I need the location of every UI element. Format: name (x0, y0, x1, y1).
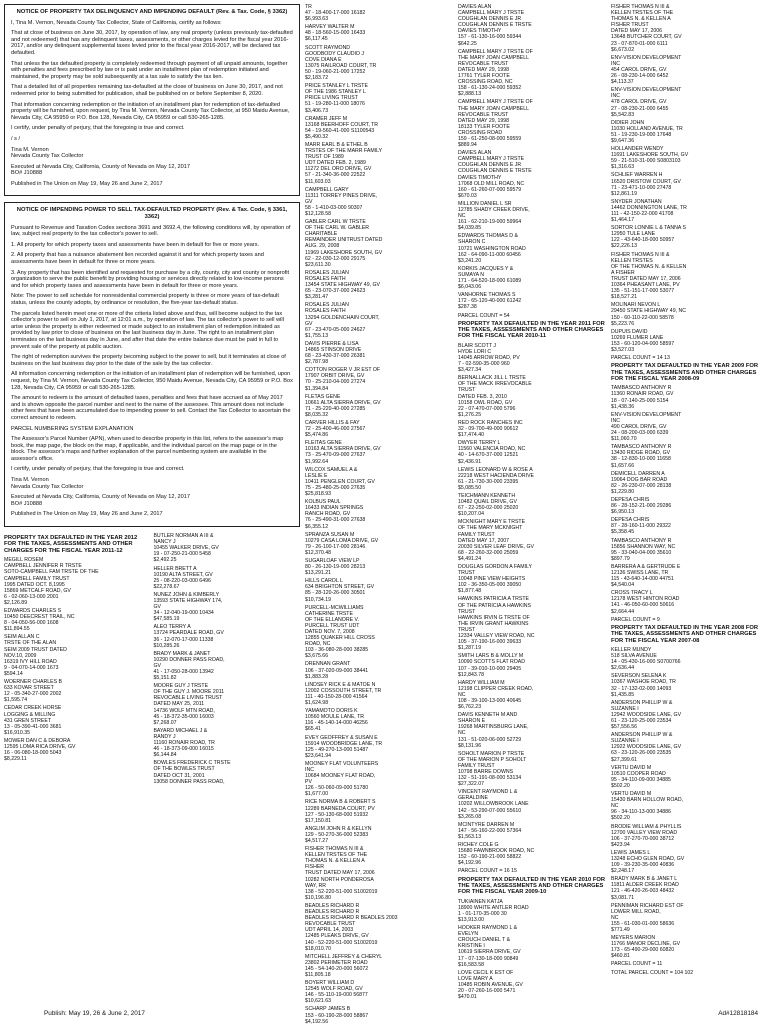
list-item: EDWARDS CHARLES S 10450 DEECREST TRAIL, NC 8 - 04-050-56-000 1608 $11,894.55 (4, 608, 75, 633)
list-item: GABLER CARL W TRSTE OF THE CARL W. GABLER CHARITABLE REMAINDER UNITRUST DATED AUG. 29, 2008 11969 LAKESHORE SOUTH, GV 62 - 22-030-12-000 29175 $23,611.30 (305, 219, 383, 268)
list-item: TUKIAINEN KATJA 18900 WHITE ANTLER ROAD 1 - 01-170-35-000 30 $13,913.00 (458, 898, 529, 923)
notice-paragraph: Published in The Union on May 19, May 26 and June 2, 2017 (11, 180, 163, 187)
notice-paragraph: The Assessor's Parcel Number (APN), when used to describe property in this list, refers to the assessor's map book, the map page, the block on the map, if applicable, and the individual parcel on the map page or in the block. The assessor's maps and further explanation of the parcel numbering system are available in the assessor's office. (11, 436, 284, 462)
list-item: BLAIR SCOTT J HYDE LORI C 14045 ARROW ROAD, PV 7 - 02-590-35-000 960 $3,427.34 (458, 342, 520, 374)
notice-paragraph: Pursuant to Revenue and Taxation Codes sections 3691 and 3692.4, the following conditions will, by operation of law, subject real property to the tax collector's power to sell. (11, 224, 291, 238)
list-item: TR 47 - 18-400-17-000 16182 $6,993.63 (305, 4, 366, 23)
list-item: MCINTYRE DARREN M 147 - 56-160-22-000 57364 $1,563.13 (458, 821, 522, 840)
section-header: PROPERTY TAX DEFAULTED IN THE YEAR 2010 FOR THE TAXES, ASSESSMENTS AND OTHER CHARGES FOR THE FISCAL YEAR 2009-10 (458, 876, 606, 896)
notice-paragraph: All information concerning redemption or the initiation of an installment plan of redemption will be furnished, upon request, by Tina M. Vernon, Nevada County Tax Collector, 950 Maidu Avenue, Nevada City, CA 95959 or P.O. Box 128, Nevada City, CA 95959 or call 530-265-1285. (11, 371, 293, 391)
page-footer (4, 1010, 766, 1022)
notice-paragraph: That unless the tax defaulted property is completely redeemed through payment of all unpaid amounts, together with penalties and fees prescribed by law or is paid under an installment plan of redemption initiated and maintained, the property may be sold subsequently at a tax sale to satisfy the tax lien. (11, 60, 288, 80)
list-item: MARR EARL B & ETHEL B TRSTES OF THE MARR FAMILY TRUST OF 1989 UDT DATED FEB. 2, 1989 11272 DEL ORO DRIVE, GV 57 - 21-340-36-000 22522 $11,603.03 (305, 141, 383, 185)
list-item: SUGARLOAF VIEW LP 80 - 26-130-19-000 28213 $13,291.21 (305, 557, 366, 577)
list-item: BEADLES RICHARD R BEADLES RICHARD R BEADLES RICHARD R BEADLES 2003 REVOCABLE TRUST UDT APRIL 14, 2003 12485 PLEAKS DRIVE, GV 140 - 52-220-51-000 S1002019 $18,010.70 (305, 902, 398, 952)
list-item: VERTU DAVID M 15430 BARN HOLLOW ROAD, NC 96 - 34-110-13-000 34886 $502.20 (611, 791, 684, 822)
list-item: FISHER THOMAS N III & KELLEN TRSTES OF THE THOMAS N. & KELLEN A FISHER TRUST DATED MAY 17, 2006 10282 NORTH PONDEROSA WAY, RR 138 - 52-220-51-000 S1002019 $10,196.80 (305, 846, 378, 901)
section-header: PROPERTY TAX DEFAULTED IN THE YEAR 2012 FOR THE TAXES, ASSESSMENTS AND OTHER CHARGES FOR THE FISCAL YEAR 2011-12 (4, 535, 138, 554)
list-item: SEIM ALLAN C TRSTE OF THE ALAN SEIM 2009 TRUST DATED NOV.10, 2009 16319 IVY HILL ROAD 9 - 04-070-14-000 1673 $594.14 (4, 634, 67, 677)
list-item: BRODIE WILLIAM & PHYLLIS 12700 VALLEY VIEW ROAD 106 - 37-270-70-000 38712 $423.94 (611, 823, 682, 848)
list-item: ALEO TERRY A 13724 PEARDALE ROAD, GV 36 - 12-070-17-000 11338 $10,285.26 (153, 624, 224, 649)
notice-paragraph: 1. All property for which property taxes and assessments have been in default for five or more years. (11, 241, 260, 248)
list-item: CRAMER JEFF M 13168 BEERHOFF COURT, TR 54 - 19-560-41-000 S1100543 $5,490.32 (305, 115, 379, 140)
list-item: CROSS TRACY L 12178 WEST HINTON ROAD 141 - 46-050-60-000 50616 $2,664.44 (611, 590, 680, 615)
list-item: ANGLIM JOHN R & KELLYN 129 - 50-270-36-000 52383 $4,517.27 (305, 825, 372, 844)
list-item: VERTU DAVID M 10510 COOPER ROAD 95 - 34-110-09-000 34885 $502.20 (611, 764, 671, 789)
list-item: LEWIS LEONARD W & ROSE A 22218 WEST HACIENDA DRIVE 61 - 21-730-30-000 23395 $5,085.50 (458, 466, 535, 491)
list-item: VINCENT RAYMOND L & GERALDINE 10202 WILLOWBROOK LANE 142 - 53-290-07-000 55610 $3,265.08 (458, 789, 529, 820)
list-item: ANDERSON PHILLIP W & SUZANNE I 12942 WOODSIDE LANE, GV 61 - 23-120-25-000 23534 $57,556.56 (611, 699, 682, 731)
list-item: SCHLIEF WARREN H 16520 DRISTOW COURT, GV 71 - 23-471-10-000 27478 $12,861.19 (611, 172, 681, 197)
notice-paragraph: The parcels listed herein meet one or more of the criteria listed above and thus, will become subject to the tax collector's power to sell on July 1, 2017, at 12:01 a.m., by operation of law. The tax collector's power to sell will arise unless the property is either redeemed or made subject to an installment plan of redemption initiated as provided by law prior to close of business on the last business day in June. The right to an installment plan terminates on the last business day in June, and after that date the entire balance due must be paid in full to prevent sale of the property at public auction. (11, 310, 284, 350)
parcel-count: PARCEL COUNT = 54 (458, 312, 510, 319)
list-item: CAMPBELL MARY J TRSTE OF THE MARY JOAN CAMPBELL REVOCABLE TRUST DATED MAY 29, 1998 17761 TYLER FOOTE CROSSING ROAD, NC 158 - 61-130-24-000 59352 $2,888.13 (458, 48, 533, 98)
notice-paragraph: / s / (11, 135, 21, 142)
list-item: DUPUIS DAVID 10269 FLUMER LANE 153 - 60-120-04-000 58597 $3,527.03 (611, 328, 675, 353)
list-item: DAVIS KENNETH M AND SHARON E 19268 MARTINSBURG LANE, NC 131 - 51-020-06-000 52729 $8,131.96 (458, 712, 529, 749)
list-item: MOLINARI NEVON L 29450 STATE HIGHWAY 49, NC 150 - 60-110-22-000 58578 $5,223.76 (611, 302, 686, 327)
notice-paragraph: That information concerning redemption or the initiation of an installment plan for redemption of tax-defaulted property will be furnished, upon request, by Tina M. Vernon, Nevada County Tax Collector, at 950 Maidu Avenue, Nevada City, CA 95959 or P.O. Box 128, Nevada City, CA 95959 or call 530-265-1285. (11, 101, 290, 121)
list-item: DEMICELL DARREN A 19064 DOG BAR ROAD 82 - 26-230-07-000 28138 $1,229.80 (611, 470, 672, 495)
list-item: WILCOX SAMUEL A & LESLIE E 10411 PENGLEN COURT, GV 75 - 25-480-25-000 27635 $25,818.93 (305, 466, 375, 498)
list-item: BOWLES FREDERICK C TRSTE OF THE BOWLES TRUST DATED OCT 31, 2001 13058 DONNER PASS ROAD, (153, 760, 231, 785)
list-item: DAVIES ALAN CAMPBELL MARY J TRSTE COUGHLAN DENNIS E JR COUGHLAN DENNIS E TRSTE DAVIES TIMOTHY 157 - 61-130-16-000 59344 $642.25 (458, 4, 532, 47)
notice-paragraph: 3. Any property that has been identified and requested for purchase by a city, county, city and county or nonprofit organization to serve the public benefit by providing housing or services directly related to low-income persons and for which property taxes and assessments have been in default for three or more years. (11, 269, 290, 289)
list-item: COTTON ROGER V JR EST OF 17907 ORBIT DRIVE, GV 70 - 25-210-04-000 27274 $1,394.84 (305, 367, 381, 392)
list-item: CEDAR CREEK HORSE LOGGING & MILLING 431 GREN STREET 13 - 05-390-41-000 3681 $16,910.35 (4, 705, 62, 736)
list-item: MCKNIGHT MARY E TRSTE OF THE MARY MCKNIGHT FAMILY TRUST DATED MAY 17, 2007 20030 SILVER LEAF DRIVE, GV 68 - 22-260-32-000 25059 $4,491.24 (458, 519, 535, 562)
list-item: TAMBASCO ANTHONY R 11360 RONAIR ROAD, GV 18 - 07-140-25-000 5154 $1,438.36 (611, 385, 674, 410)
list-item: LOVE CECIL K EST OF LOVE MARY A 10485 ROBIN AVENUE, GV 20 - 07-260-16-000 5471 $470.01 (458, 969, 523, 1001)
list-item: HARDY WILLIAM M 12198 CLIPPER CREEK ROAD, NC 108 - 39-100-13-000 40645 $6,762.23 (458, 679, 534, 711)
list-item: BAYARD MICHAEL J & RANDY J 11160 RONAIR ROAD, TR 46 - 18-373-09-000 16015 $6,144.84 (153, 727, 215, 759)
parcel-count: PARCEL COUNT = 14 13 (611, 355, 670, 362)
parcel-count: TOTAL PARCEL COUNT = 104 102 (611, 969, 694, 976)
list-item: BERNALLACK JILL L TRSTE OF THE MACK IRREVOCABLE TRUST DATED FEB. 3, 2010 10158 OWL ROAD, GV 22 - 07-470-07-000 5796 $1,276.25 (458, 375, 532, 418)
list-item: MILLION DANIEL L SR 12785 SHADY CREEK DRIVE, NC 161 - 62-210-19-000 59964 $4,039.85 (458, 200, 530, 232)
list-item: YAMAMOTO DORIS K 10560 MOULE LANE, TR 116 - 45-140-14-000 46256 $65.41 (305, 708, 368, 733)
column-4 (611, 4, 766, 1008)
list-item: SCHARP JAMES B 153 - 60-190-28-000 58867 $4,192.56 (305, 1006, 369, 1025)
publish-dates: Publish: May 19, 26 & June 2, 2017 (44, 1010, 145, 1017)
list-item: HELLER BRETT A 10190 ALTA STREET, GV 25 - 08-220-03-000 6496 $22,278.67 (153, 565, 213, 590)
list-item: BUTLER NORMAN A III & NANCY J 10455 WALKER DRIVE, GV 19 - 07-250-21-000 5458 $2,492.25 (153, 533, 219, 564)
list-item: FLETAS GENE 10661 ALTA SIERRA DRIVE, GV 71 - 25-220-40-000 27285 $8,035.32 (305, 393, 381, 418)
notice-paragraph: I, Tina M. Vernon, Nevada County Tax Collector, State of California, certify as follows: (11, 19, 222, 26)
list-item: DEPESA CHRIS 86 - 28-152-21-000 29286 $6,950.13 (611, 496, 672, 516)
notice-title: NOTICE OF IMPENDING POWER TO SELL TAX-DEFAULTED PROPERTY (Rev. & Tax. Code, § 3361, 3362) (16, 207, 288, 221)
list-item: NUNEZ JOHN & KIMBERLY 13593 STATE HIGHWAY 174, GV 34 - 12-040-19-000 10434 $47,585.19 (153, 591, 223, 623)
list-item: BOYERT WILLIAM D 12545 WOLF ROAD, GV 146 - 55-110-19-000 56877 $10,621.63 (305, 980, 368, 1005)
list-item: EVEY GEOFFREY & SUSAN E 15914 WOODBRIDGE LANE, TR 125 - 49-270-13-000 51487 $23,641.94 (305, 734, 383, 759)
column-3 (458, 4, 608, 1008)
notice-paragraph: Tina M. Vernon Nevada County Tax Collector (11, 146, 84, 160)
list-item: LEWIS JAMES L 13248 ECHO GLEN ROAD, GV 109 - 39-230-35-000 40836 $2,248.17 (611, 849, 685, 875)
list-item: MOORE GUY J TRSTE OF THE GUY J. MOORE 2011 REVOCABLE LIVING TRUST DATED MAY 25, 2011 14736 WOLF MTN ROAD, 45 - 18-372-35-000 16003 $7,268.07 (153, 683, 225, 726)
list-item: RICHEY COLE G 15680 FAWNBROOK ROAD, NC 152 - 60-190-21-000 58822 $4,192.96 (458, 842, 535, 867)
parcel-count: PARCEL COUNT = 9 (611, 616, 660, 623)
notice-paragraph: Executed at Nevada City, California, County of Nevada on May 12, 2017 BO# J10888 (11, 163, 190, 177)
notice-paragraph: PARCEL NUMBERING SYSTEM EXPLANATION (11, 425, 134, 432)
notice-paragraph: Note: The power to sell schedule for nonresidential commercial property is three or more years of tax-default status, unless the county adopts, by ordinance or resolution, the five-year tax-default status. (11, 293, 279, 306)
notice-paragraph: 2. All property that has a nuisance abatement lien recorded against it and for which property taxes and assessments have been in default for three or more years. (11, 252, 264, 266)
list-item: SPRANZA SUSAN M 10279 CASA LOMA DRIVE, GV 79 - 26-100-17-000 28146 $12,370.48 (305, 531, 379, 556)
list-item: SNYDER JONATHAN 14462 DONNINGTON LANE, TR 111 - 42-150-22-000 41708 $1,464.17 (611, 198, 687, 224)
list-item: SCOTT RAYMOND GOODBODY CLAUDIO J COVE DIANA E 13075 RAILROAD COURT, TR 50 - 19-060-21-000 17252 $2,183.72 (305, 44, 377, 82)
list-item: MITCHELL JEFFREY & CHERYL 23802 PERIMETER ROAD 145 - 54-140-20-000 56072 $11,805.18 (305, 953, 383, 978)
notice-paragraph: Tina M. Vernon Nevada County Tax Collector (11, 477, 84, 490)
parcel-count: PARCEL COUNT = 16 15 (458, 868, 517, 875)
list-item: MOONEY FLAT VOLUNTEERS INC 10684 MOONEY FLAT ROAD, PV 126 - 50-060-09-000 51780 $1,677.00 (305, 760, 379, 798)
list-item: DOUGLAS GORDON A FAMILY TRUST 10048 PINE VIEW HEIGHTS 102 - 36-350-05-000 39050 $1,877.48 (458, 564, 532, 595)
list-item: ENV-VISION DEVELOPMENT INC 454 CAROL DRIVE, GV 26 - 08-230-14-000 6452 $4,113.37 (611, 54, 682, 86)
column-1 (4, 4, 300, 1008)
list-item: CARVER HILLIS & FAY 72 - 25-400-46-000 27567 $5,474.86 (305, 420, 366, 439)
list-item: DAVIES ALAN CAMPBELL MARY J TRSTE COUGHLAN DENNIS E JR COUGHLAN DENNIS E TRSTE DAVIES TIMOTHY 17068 OLD MILL ROAD, NC 160 - 61-260-07-000 59579 $670.03 (458, 150, 532, 199)
list-item: VANHORNE THOMAS S 172 - 65-120-40-000 61242 $287.38 (458, 292, 522, 311)
list-item: BARRERA A & GERTRUDE E 12136 SWISS LANE, TR 115 - 43-640-14-000 44751 $4,540.04 (611, 563, 681, 589)
notice-tax-delinquency (4, 4, 300, 196)
list-item: ENV-VISION DEVELOPMENT INC 490 CAROL DRIVE, GV 24 - 08-200-03-000 6339 $11,060.70 (611, 411, 682, 443)
notice-paragraph: I certify, under penalty of perjury, that the foregoing is true and correct. (11, 466, 185, 473)
notice-paragraph: I certify, under penalty of perjury, that the foregoing is true and correct. (11, 125, 185, 132)
list-item: HILLS CAROL L 634 BRIGHTON STREET, GV 85 - 28-120-26-000 30501 $10,734.19 (305, 578, 375, 603)
list-item: ANDERSON PHILLIP W & SUZANNE I 12922 WOODSIDE LANE, GV 63 - 23-120-26-000 23535 $27,399.61 (611, 732, 682, 763)
list-item: MEGILL ROSEM CAMPBELL JENNIFER R TRSTE SOTO-CAMPBELL FAM TRSTE OF THE CAMPBELL FAMILY TRUST 1995 DATED OCT. 8,1995 15869 METCALF ROAD, GV 6 - 02-060-13-000 2001 $2,126.89 (4, 557, 99, 606)
list-item: DRENNAN GRANT 106 - 37-020-09-000 38441 $1,883.28 (305, 661, 369, 680)
list-item: HOLLANDER WENDY 11691 LAKESHORE SOUTH, GV 59 - 21-510-31-000 S0803103 $1,316.63 (611, 146, 689, 171)
list-item: FLEITAS GENE 10163 ALTA SIERRA DRIVE, GV 73 - 25-470-09-000 27637 $1,992.64 (305, 440, 381, 465)
list-item: HAWKINS PATRICIA A TRSTE OF THE PATRICIA A HAWKINS TRUST HAWKINS IRVIN G TRSTE OF THE IRVIN GRANT HAWKINS TRUST 12334 VALLEY VIEW ROAD, NC 105 - 37-190-16-000 39633 $1,287.19 (458, 596, 535, 652)
list-item: DAVIS PIERRE & LISA 14865 STINSON DRIVE 68 - 23-430-37-000 26381 $2,787.98 (305, 340, 366, 366)
list-item: SORTOR LONNIE L & TANNA S 12950 TULE LANE 122 - 43-640-18-000 50957 $22,226.13 (611, 225, 686, 250)
notice-paragraph: Published in The Union on May 19, May 26 and June 2, 2017 (11, 511, 163, 518)
list-item: ROSALES JULIAN ROSALES FAITH 13454 STATE HIGHWAY 49, GV 65 - 23-070-37-000 24623 $3,281.47 (305, 269, 380, 301)
notice-paragraph: That a detailed list of all properties remaining tax-defaulted at the close of business on June 30, 2017, and not redeemed prior to being submitted for publication, shall be published on or before September 8, 2020. (11, 84, 283, 97)
column-2 (305, 4, 455, 1025)
list-item: FISHER THOMAS N III & KELLEN TRSTES OF THE THOMAS N. & KELLEN A FISHER TRUST DATED MAY 17, 2006 13648 BUTCHER COURT, GV 23 - 07-870-01-000 6111 $6,673.02 (611, 4, 682, 53)
notice-body (11, 225, 293, 518)
list-item: MEYERS MARION 11766 MANOR DECLINE, GV 173 - 65-490-29-000 60820 $460.81 (611, 935, 681, 960)
notice-paragraph: That at close of business on June 30, 2017, by operation of law, any real property (unless previously tax-defaulted and not redeemed) that has any delinquent taxes, assessments, or other charges levied for the fiscal year 2016-2017, and/or any delinquent supplemental taxes levied prior to the fiscal year 2016-2017, will be declared tax defaulted. (11, 30, 293, 56)
list-item: WOERNER CHARLES B 633 KOVAR STREET 12 - 05-340-27-000 2002 $1,595.74 (4, 679, 62, 704)
list-item: KELLER MUNDY 518 SILVA AVENUE 14 - 05-430-16-000 S0700766 $2,636.44 (611, 646, 681, 672)
list-item: TAMBASCO ANTHONY R 15856 SHANNON WAY, NC 95 - 33-040-04-000 35610 $897.79 (611, 537, 676, 562)
list-item: DWYER TERRY L 11560 VALENCIA ROAD, NC 40 - 14-670-37-000 12521 $2,436.91 (458, 440, 526, 465)
notice-power-to-sell (4, 202, 300, 527)
list-item: PENNIMAN RICHARD EST OF LOWER MILL ROAD, NC 155 - 61-030-01-000 58636 $771.49 (611, 902, 684, 933)
notice-paragraph: The amount to redeem is the amount of defaulted taxes, penalties and fees that have accrued as of May 2017 and is shown opposite the parcel number and next to the name of the assessee. This amount does not include other fees that have been accumulated due to impending power to sell. Contact the Tax Collector to ascertain the correct amount to redeem. (11, 395, 291, 421)
list-item: BRADY MARK & JANET 10290 DONNER PASS ROAD, GV 41 - 17-050-28-000 13942 $5,151.82 (153, 650, 225, 682)
list-item: EDWARDS THOMAS D & SHARON C 10721 WASHINGTON ROAD 162 - 64-090-11-000 60456 $3,241.20 (458, 233, 526, 264)
list-item: MOWER DAN C & DEBORA 12595 LOMA RICA DRIVE, GV 16 - 06-080-18-000 5043 $8,229.11 (4, 737, 76, 763)
section-header: PROPERTY TAX DEFAULTED IN THE YEAR 2011 FOR THE TAXES, ASSESSMENTS AND OTHER CHARGES FOR THE FISCAL YEAR 2010-11 (458, 320, 605, 340)
notice-paragraph: Executed at Nevada City, California, County of Nevada on May 12, 2017 BO# J10888 (11, 494, 190, 507)
list-item: SMITH LARS B & MOLLY M 10090 SCOTTS FLAT ROAD 107 - 39-010-10-000 29405 $12,843.78 (458, 653, 525, 678)
notice-paragraph: The right of redemption survives the property becoming subject to the power to sell, but it terminates at close of business on the last business day prior to the date of the sale by the tax collector. (11, 354, 286, 367)
list-item: PURCELL-MCWILLIAMS CATHERINE TRSTE OF THE ELLANORE V. PURCELL TRUST UDT DATED NOV. 7, 2008 12855 QUAKER HILL CROSS ROAD, NC 103 - 36-080-28-000 38285 $3,675.66 (305, 604, 375, 660)
list-item: TAMBASCO ANTHONY R 13430 RIDGE ROAD, GV 38 - 12-830-10-000 11658 $1,657.66 (611, 444, 672, 469)
list-item: PRICE STANLEY L TRSTE OF THE 1986 STANLEY L PRICE LIVING TRUST 51 - 19-280-11-000 18076 $3,406.73 (305, 83, 368, 114)
list-block-b (153, 533, 293, 787)
list-item: LINDSEY RICK E & MATOE N 12002 COSSOUTH STREET, TR 111 - 40-150-28-000 41564 $1,624.98 (305, 681, 382, 707)
list-item: DIDIER JOHN 11030 HOLLAND AVENUE, TR 51 - 19-230-19-000 17648 $9,647.36 (611, 119, 683, 144)
parcel-count: PARCEL COUNT = 11 (611, 961, 663, 968)
list-item: CAMPBELL MARY J TRSTE OF THE MARY JOAN CAMPBELL REVOCABLE TRUST DATED MAY 29, 1998 18133 TYLER FOOTE CROSSING ROAD 159 - 61-250-08-000 59559 $889.94 (458, 99, 533, 149)
list-item: HOOKER RAYMOND L & EVELYN CROUCH DANIEL T & KRISTINE I 10619 SIERRA DRIVE, GV 17 - 07-130-18-000 90849 $16,583.58 (458, 925, 521, 968)
list-item: FISHER THOMAS N III & KELLEN TRSTES OF THE THOMAS N. & KELLEN A FISHER TRUST DATED MAY 17, 2006 10364 PHEASANT LANE, PV 135 - 51-151-17-000 53077 $18,527.21 (611, 251, 687, 301)
list-block-a (4, 533, 144, 764)
list-item: KOLBUS PAUL 16433 INDIAN SPRINGS RANCH ROAD, GV 76 - 25-490-31-000 27638 $6,355.12 (305, 499, 366, 530)
list-item: BRADY MARK B & JANET L 11811 ALDER CREEK ROAD 121 - 46-420-26-003 48432 $3,081.71 (611, 876, 679, 901)
list-item: HARVEY WALTER M 48 - 18-560-15-000 16433 $6,117.45 (305, 24, 366, 43)
ad-number: Ad#12818184 (718, 1010, 758, 1017)
list-item: DEPESA CHRIS 87 - 28-160-11-000 29322 $5,358.45 (611, 517, 671, 536)
notice-body (11, 20, 293, 188)
list-item: RICE NORMA B & ROBERT S 12289 BARNEDA COURT, PV 127 - 50-130-68-000 51932 $17,150.81 (305, 799, 376, 824)
list-item: CAMPBELL GARY 11311 TORREY PINES DRIVE, GV 58 - 1-410-03-000 90307 $12,128.58 (305, 186, 378, 217)
section-header: PROPERTY TAX DEFAULTED IN THE YEAR 2009 FOR THE TAXES, ASSESSMENTS AND OTHER CHARGES FOR THE FISCAL YEAR 2008-09 (611, 363, 759, 382)
list-item: ENV-VISION DEVELOPMENT INC 478 CAROL DRIVE, GV 27 - 08-230-21-000 6455 $5,542.83 (611, 87, 682, 118)
list-item: ROSALES JULIAN ROSALES FAITH 13294 GOLDENCHAIN COURT, GV 67 - 23-470-05-000 24627 $1,755.13 (305, 302, 380, 339)
list-item: TEICHMANN KENNETH 10482 QUAIL DRIVE, GV 67 - 22-250-02-000 25020 $10,207.04 (458, 492, 519, 518)
notice-title: NOTICE OF PROPERTY TAX DELINQUENCY AND IMPENDING DEFAULT (Rev. & Tax. Code, § 3362) (16, 9, 288, 15)
list-item: SOHOLT MARION P TRSTE OF THE MARION P SOHOLT FAMILY TRUST 10798 BARRE DOWNS 132 - 51-191-08-000 53134 $27,322.07 (458, 750, 527, 788)
section-header: PROPERTY TAX DEFAULTED IN THE YEAR 2008 FOR THE TAXES, ASSESSMENTS AND OTHER CHARGES FOR THE FISCAL YEAR 2007-08 (611, 624, 759, 644)
list-item: RED ROCK RANCHES INC 32 - 09-700-49-000 90612 $17,474.40 (458, 419, 523, 439)
list-item: KORKIS JACQUES Y & SUMAYA N 171 - 64-520-18-000 61089 $6,043.06 (458, 265, 522, 291)
list-item: SEVERSON SELENA K 10367 WASHOE ROAD, TR 32 - 17-132-02-000 14093 $1,435.85 (611, 673, 676, 698)
